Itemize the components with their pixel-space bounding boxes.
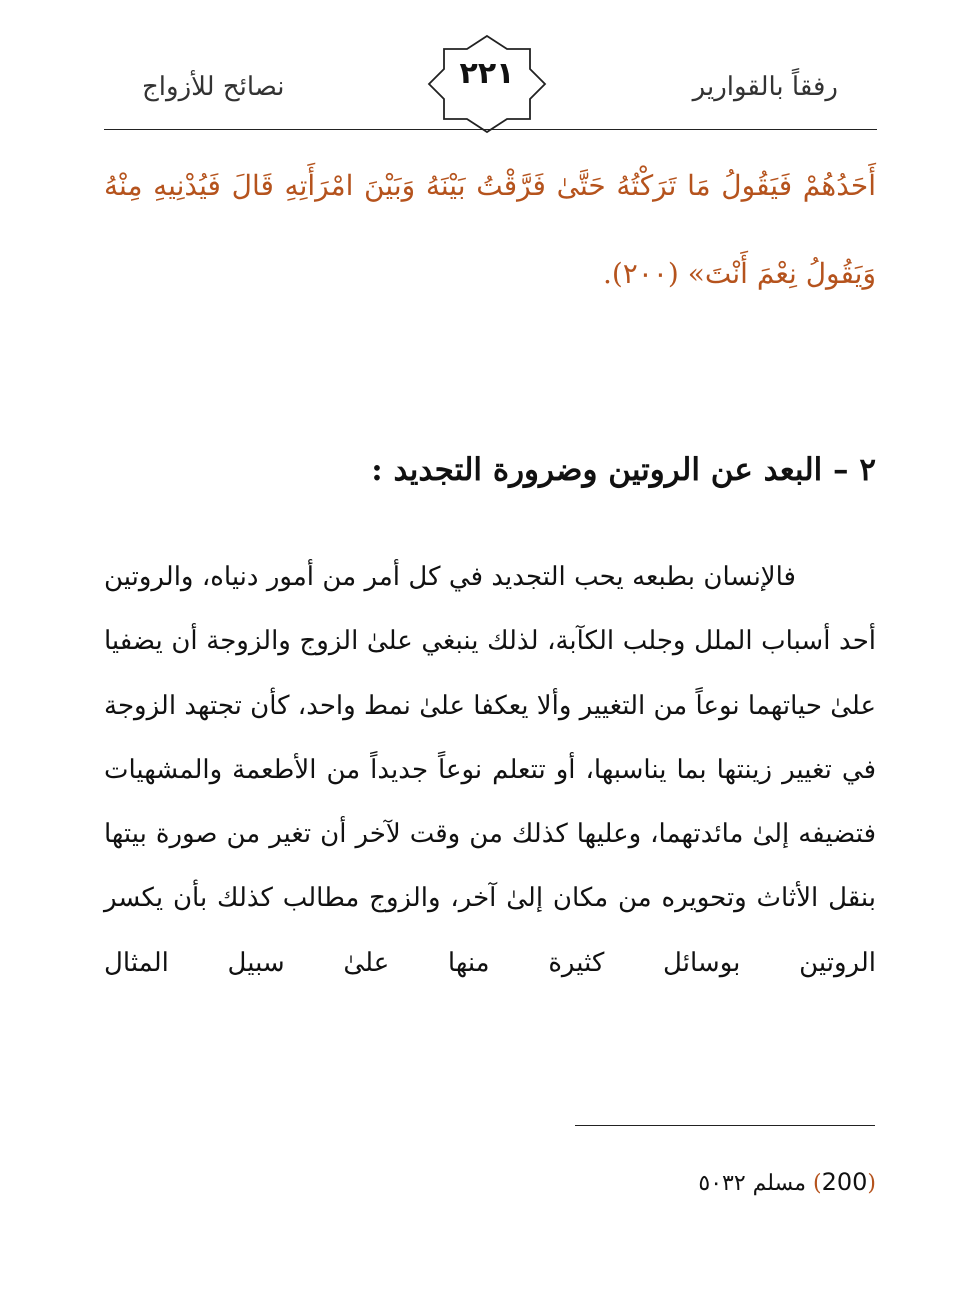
page-number: ٢٢١ xyxy=(459,56,515,91)
body-paragraph: فالإنسان بطبعه يحب التجديد في كل أمر من أمور دنياه، والروتين أحد أسباب الملل وجلب الكآبة، لذلك ينبغي علىٰ الزوج والزوجة أن يضفيا علىٰ حياتهما نوعاً من التغيير وألا يعكفا علىٰ نمط واحد، كأن تجتهد الزوجة في تغيير زينتها بما يناسبها، أو تتعلم نوعاً جديداً من الأطعمة والمشهيات فتضيفه إلىٰ مائدتهما، وعليها كذلك من وقت لآخر أن تغير من صورة بيتها بنقل الأثاث وتحويره من مكان إلىٰ آخر، والزوج مطالب كذلك بأن يكسر الروتين بوسائل كثيرة منها علىٰ سبيل المثال xyxy=(104,562,876,978)
footnote-close-paren: ) xyxy=(813,1171,822,1196)
hadith-text: أَحَدُهُمْ فَيَقُولُ مَا تَرَكْتُهُ حَتَّىٰ فَرَّقْتُ بَيْنَهُ وَبَيْنَ امْرَأَتِهِ قَالَ فَيُدْنِيهِ مِنْهُ وَيَقُولُ نِعْمَ أَنْتَ» xyxy=(104,169,876,290)
footnote-number: 200 xyxy=(821,1168,868,1196)
page-number-badge xyxy=(426,34,548,134)
header-divider xyxy=(104,129,877,130)
footnote-divider xyxy=(575,1125,875,1126)
hadith-footnote-ref: (٢٠٠). xyxy=(602,257,679,290)
footnote-open-paren: ( xyxy=(867,1171,876,1196)
body-text xyxy=(104,545,876,995)
footnote xyxy=(698,1168,876,1196)
header-book-title: نصائح للأزواج xyxy=(142,72,285,102)
hadith-quote xyxy=(104,142,876,318)
footnote-text: مسلم ٥٠٣٢ xyxy=(698,1171,806,1196)
header-chapter-title: رفقاً بالقوارير xyxy=(692,72,838,102)
section-heading: ٢ – البعد عن الروتين وضرورة التجديد : xyxy=(371,452,876,488)
